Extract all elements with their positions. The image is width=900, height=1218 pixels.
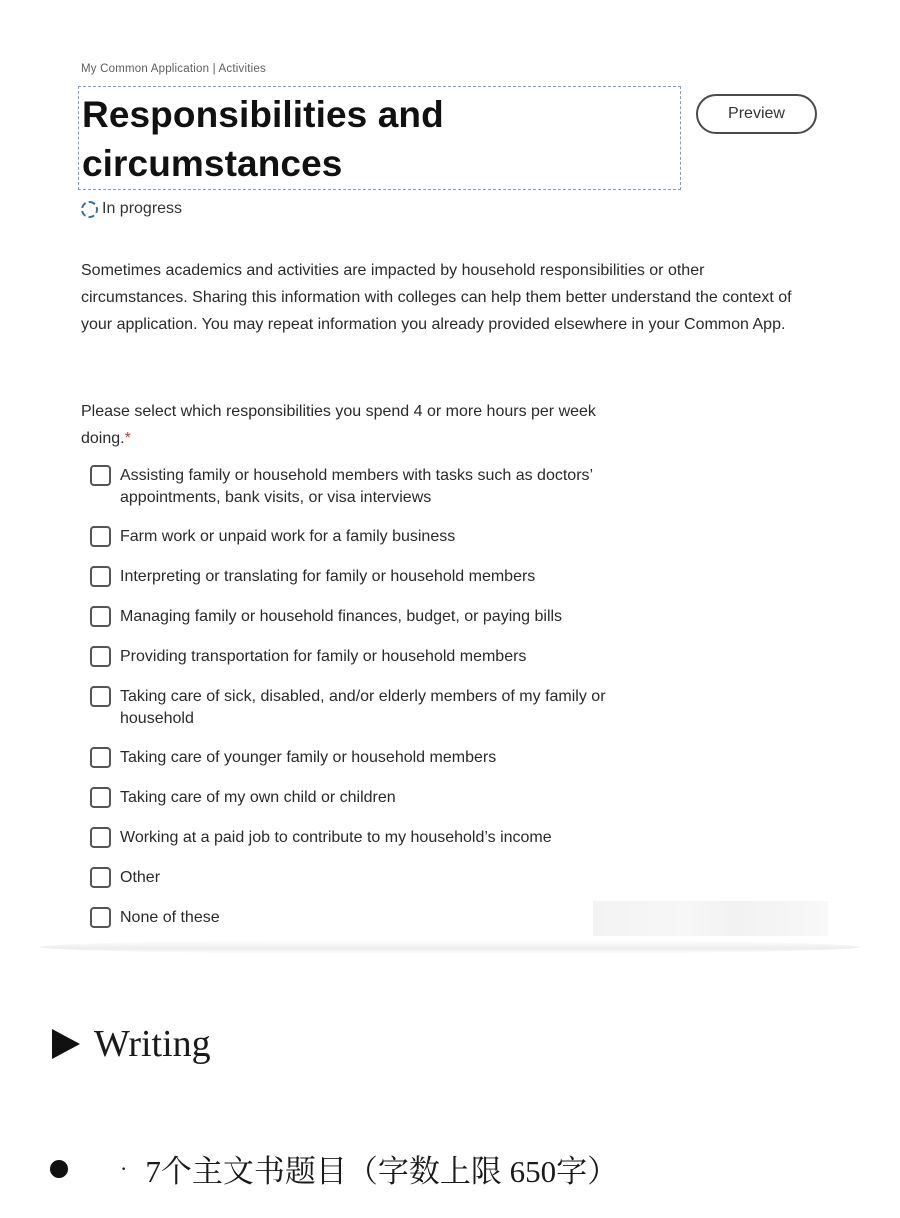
question-label: Please select which responsibilities you spend 4 or more hours per week doing. [81, 403, 596, 447]
triangle-right-icon [52, 1029, 80, 1059]
checkbox[interactable] [90, 907, 111, 928]
option-managing-finances[interactable] [90, 606, 620, 628]
status-text: In progress [102, 200, 183, 217]
intro-text: Sometimes academics and activities are impacted by household responsibilities or other circumstances. Sharing this information with colleges can help them better understand the context of your application. You may repeat information you already provided elsewhere in your Common App. [81, 262, 792, 333]
option-farm-work[interactable] [90, 526, 620, 548]
option-interpreting[interactable] [90, 566, 620, 588]
option-assisting-family[interactable] [90, 465, 620, 508]
option-label: Taking care of sick, disabled, and/or elderly members of my family or household [120, 688, 606, 727]
option-sick-care[interactable] [90, 686, 620, 729]
option-paid-job[interactable] [90, 827, 620, 849]
bullet-icon [50, 1160, 68, 1178]
writing-heading [52, 1022, 211, 1066]
checkbox[interactable] [90, 646, 111, 667]
option-label: Taking care of my own child or children [120, 789, 396, 806]
option-label: Managing family or household finances, budget, or paying bills [120, 608, 563, 625]
option-label: Interpreting or translating for family or household members [120, 568, 536, 585]
option-label: Working at a paid job to contribute to my household’s income [120, 829, 552, 846]
question-text [81, 399, 641, 453]
option-younger-members[interactable] [90, 747, 620, 769]
bullet-marker: · [120, 1155, 128, 1181]
preview-button[interactable]: Preview [696, 94, 817, 134]
in-progress-icon [81, 201, 98, 218]
option-own-children[interactable] [90, 787, 620, 809]
title-box [78, 86, 681, 190]
checkbox[interactable] [90, 465, 111, 486]
bullet-text: 7个主文书题目（字数上限 650字） [145, 1154, 619, 1189]
option-none[interactable] [90, 907, 620, 929]
option-label: Other [120, 869, 161, 886]
checkbox[interactable] [90, 747, 111, 768]
checkbox[interactable] [90, 566, 111, 587]
checkbox[interactable] [90, 827, 111, 848]
breadcrumb[interactable]: My Common Application | Activities [81, 63, 266, 75]
list-item [50, 1146, 618, 1191]
option-label: Taking care of younger family or household members [120, 749, 497, 766]
status-indicator [81, 200, 182, 218]
checkbox[interactable] [90, 606, 111, 627]
checkbox[interactable] [90, 787, 111, 808]
checkbox[interactable] [90, 867, 111, 888]
checkbox[interactable] [90, 526, 111, 547]
writing-heading-text: Writing [94, 1023, 211, 1065]
checkbox[interactable] [90, 686, 111, 707]
option-label: Providing transportation for family or household members [120, 648, 527, 665]
option-label: Farm work or unpaid work for a family business [120, 528, 456, 545]
option-label: None of these [120, 909, 220, 926]
page-title: Responsibilities and circumstances [82, 94, 444, 184]
option-other[interactable] [90, 867, 620, 889]
required-marker: * [124, 429, 131, 447]
blurred-region [593, 901, 828, 936]
screenshot-edge-shadow [40, 940, 860, 954]
option-label: Assisting family or household members with tasks such as doctors’ appointments, bank visits, or visa interviews [120, 467, 593, 506]
option-transportation[interactable] [90, 646, 620, 668]
